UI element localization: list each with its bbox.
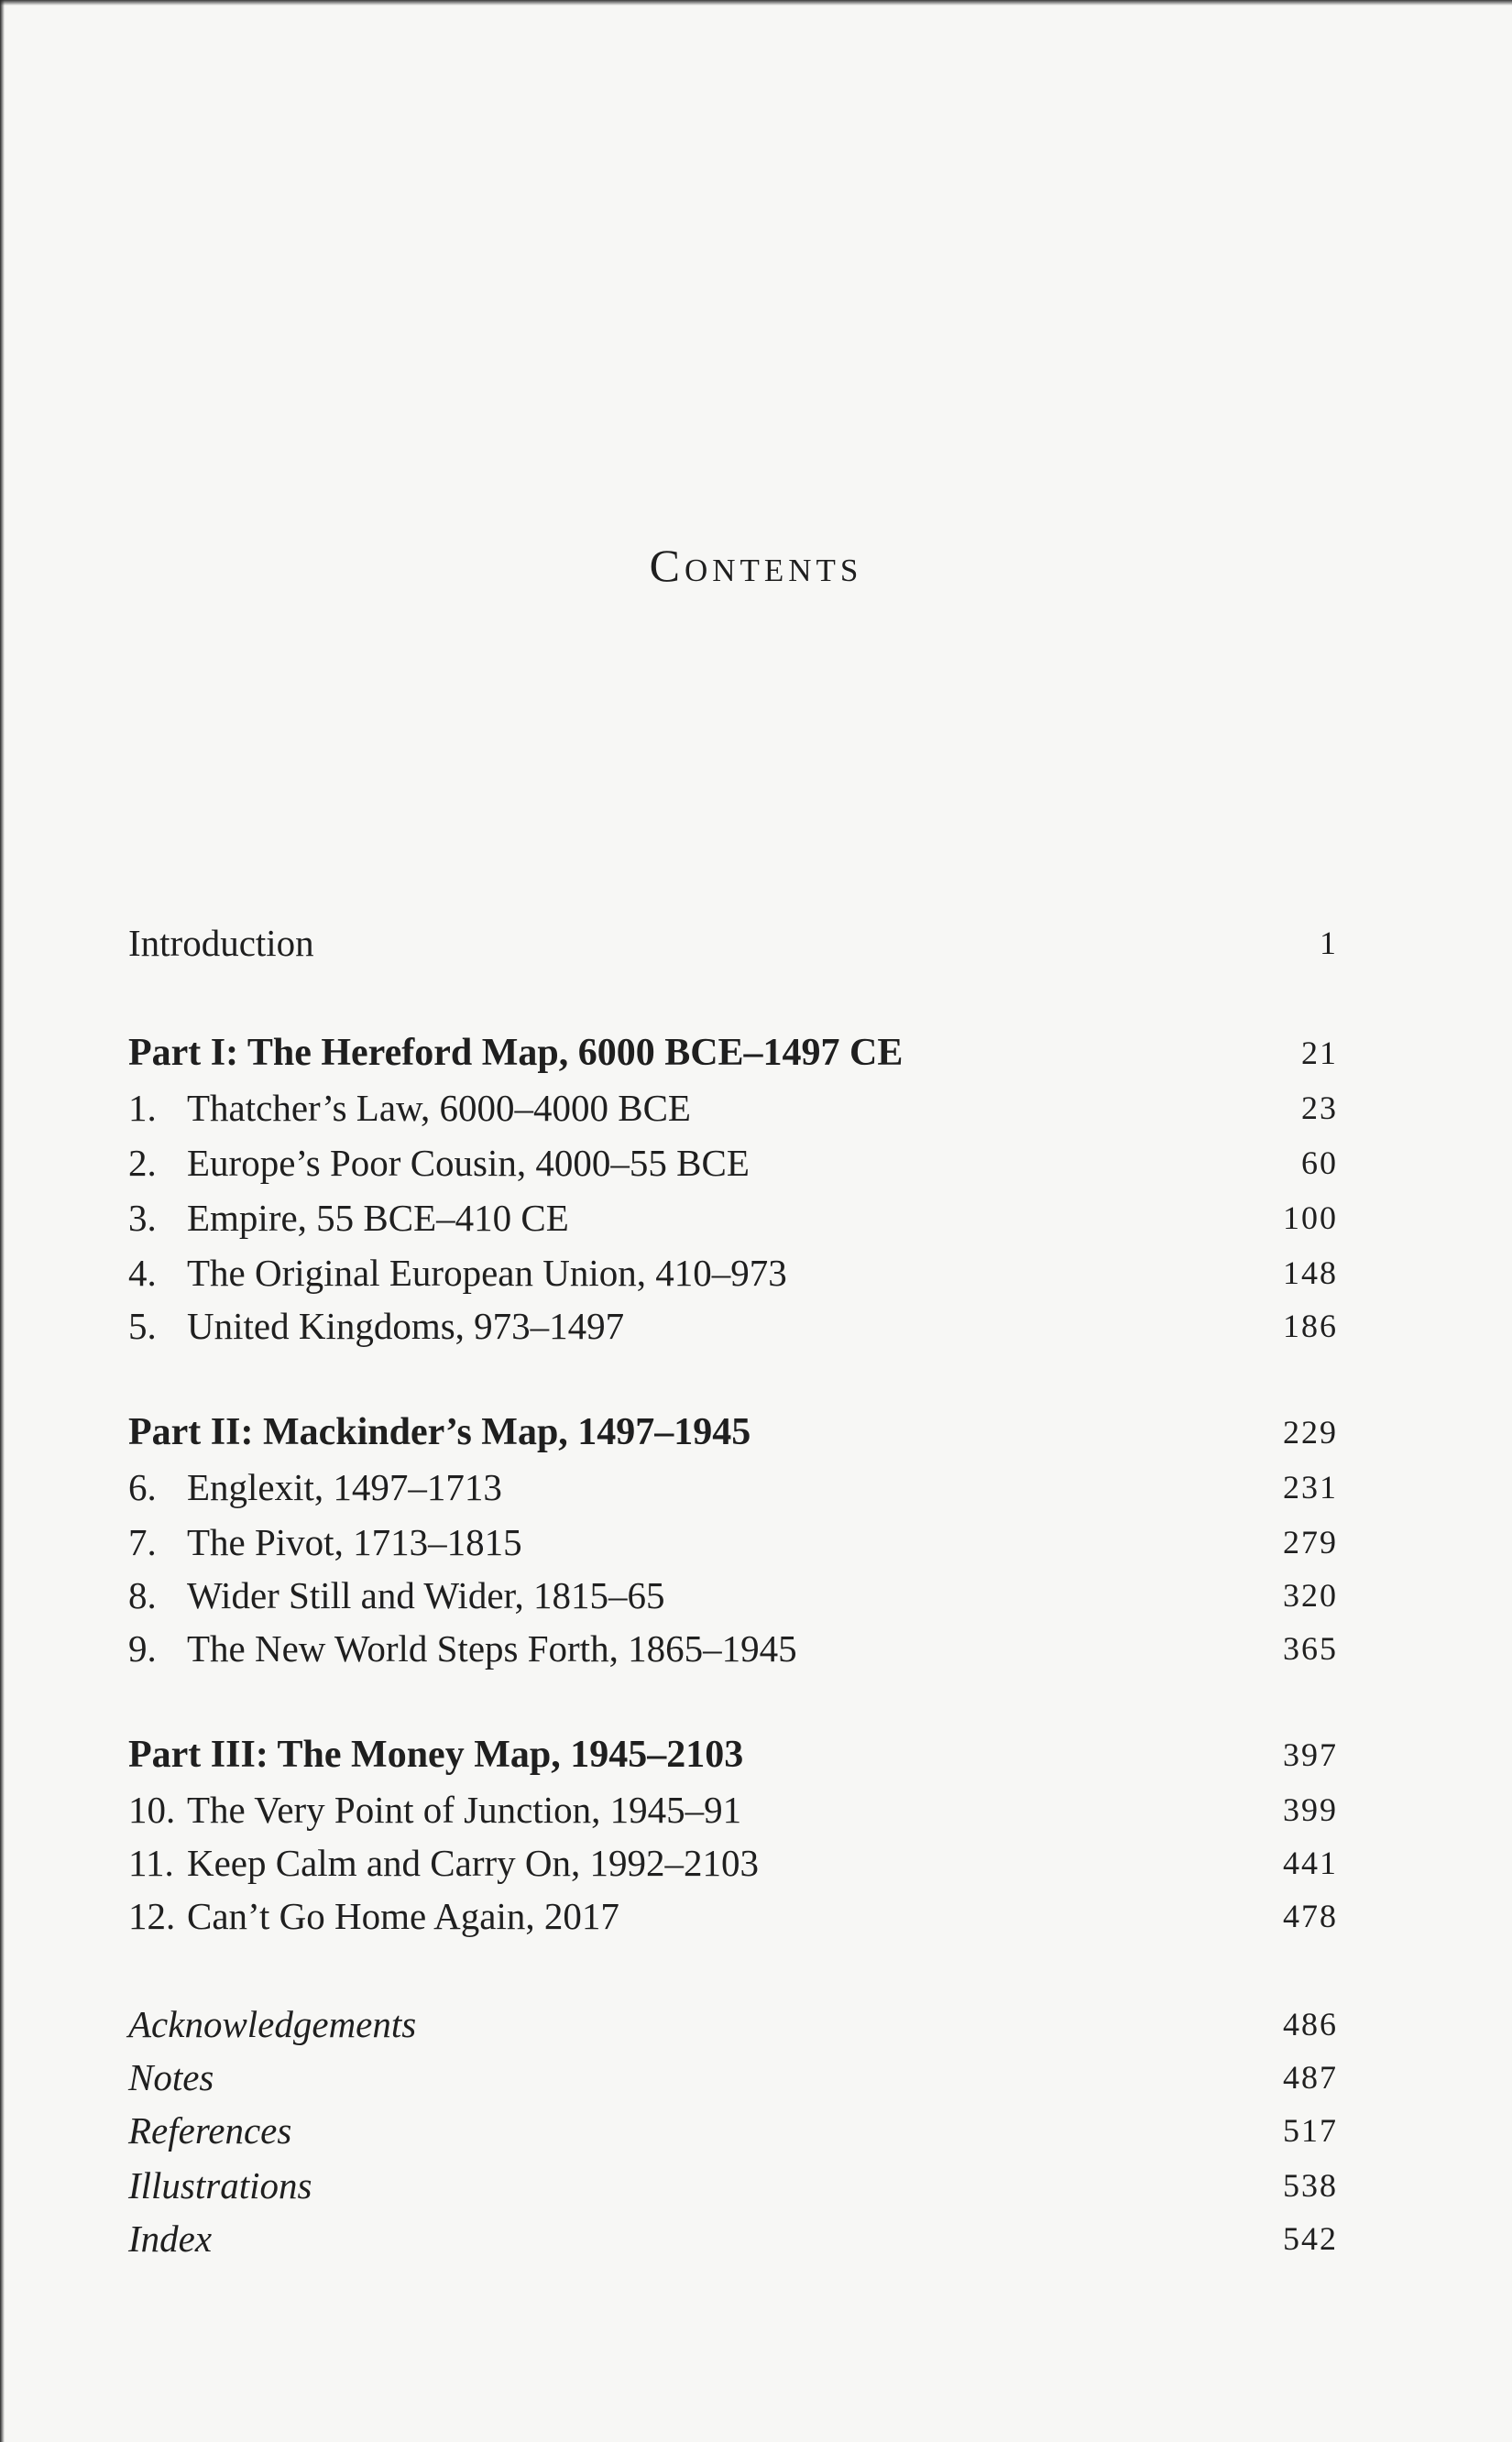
chapter-page: 148 (1283, 1254, 1338, 1291)
chapter-page: 441 (1283, 1845, 1338, 1881)
chapter-number: 2. (128, 1142, 157, 1184)
toc-backmatter-illustrations[interactable] (128, 2159, 1338, 2212)
toc-part-page: 229 (1283, 1414, 1338, 1451)
chapter-title: Englexit, 1497–1713 (187, 1466, 502, 1508)
toc-backmatter-notes[interactable] (128, 2051, 1338, 2104)
chapter-page: 60 (1301, 1144, 1338, 1181)
toc-chapter-2[interactable] (128, 1136, 1338, 1189)
chapter-number: 9. (128, 1627, 157, 1670)
chapter-title: Empire, 55 BCE–410 CE (187, 1197, 569, 1239)
toc-backmatter-acknowledgements[interactable] (128, 1998, 1338, 2051)
chapter-title: The Very Point of Junction, 1945–91 (187, 1789, 742, 1831)
toc-chapter-1[interactable] (128, 1081, 1338, 1134)
backmatter-page: 517 (1283, 2112, 1338, 2149)
chapter-title: The Original European Union, 410–973 (187, 1252, 787, 1294)
chapter-number: 8. (128, 1574, 157, 1616)
page-title: Contents (649, 540, 863, 591)
chapter-title: Can’t Go Home Again, 2017 (187, 1895, 619, 1937)
toc-part-3[interactable] (128, 1728, 1338, 1781)
chapter-title: Keep Calm and Carry On, 1992–2103 (187, 1842, 759, 1884)
chapter-page: 100 (1283, 1199, 1338, 1236)
toc-chapter-11[interactable] (128, 1836, 1338, 1889)
toc-part-title: Part II: Mackinder’s Map, 1497–1945 (128, 1411, 751, 1453)
toc-chapter-6[interactable] (128, 1461, 1338, 1514)
chapter-title: Thatcher’s Law, 6000–4000 BCE (187, 1087, 691, 1129)
toc-part-title: Part III: The Money Map, 1945–2103 (128, 1734, 744, 1776)
backmatter-page: 542 (1283, 2220, 1338, 2257)
toc-chapter-10[interactable] (128, 1783, 1338, 1836)
backmatter-page: 486 (1283, 2006, 1338, 2042)
backmatter-label: Illustrations (128, 2164, 312, 2207)
chapter-title: The New World Steps Forth, 1865–1945 (187, 1627, 797, 1670)
toc-chapter-4[interactable] (128, 1246, 1338, 1299)
chapter-number: 4. (128, 1252, 157, 1294)
toc-backmatter-index[interactable] (128, 2212, 1338, 2265)
chapter-number: 7. (128, 1521, 157, 1563)
toc-part-title: Part I: The Hereford Map, 6000 BCE–1497 CE (128, 1032, 904, 1074)
chapter-number: 12. (128, 1895, 176, 1937)
chapter-number: 10. (128, 1789, 176, 1831)
chapter-page: 231 (1283, 1469, 1338, 1506)
chapter-number: 11. (128, 1842, 174, 1884)
chapter-number: 5. (128, 1305, 157, 1347)
backmatter-label: Acknowledgements (128, 2003, 417, 2045)
toc-chapter-8[interactable] (128, 1569, 1338, 1622)
chapter-title: United Kingdoms, 973–1497 (187, 1305, 625, 1347)
chapter-number: 6. (128, 1466, 157, 1508)
backmatter-label: References (128, 2109, 292, 2152)
chapter-page: 186 (1283, 1308, 1338, 1344)
chapter-page: 365 (1283, 1630, 1338, 1667)
chapter-title: Europe’s Poor Cousin, 4000–55 BCE (187, 1142, 750, 1184)
toc-chapter-7[interactable] (128, 1516, 1338, 1569)
chapter-page: 320 (1283, 1577, 1338, 1614)
toc-entry-label: Introduction (128, 922, 314, 964)
backmatter-label: Index (128, 2218, 213, 2260)
toc-entry-page: 1 (1320, 925, 1338, 961)
chapter-page: 279 (1283, 1524, 1338, 1560)
toc-chapter-5[interactable] (128, 1299, 1338, 1352)
chapter-page: 399 (1283, 1791, 1338, 1828)
toc-part-page: 21 (1301, 1035, 1338, 1071)
chapter-number: 3. (128, 1197, 157, 1239)
toc-part-page: 397 (1283, 1736, 1338, 1773)
toc-chapter-12[interactable] (128, 1889, 1338, 1943)
toc-entry-introduction[interactable] (128, 916, 1338, 969)
toc-backmatter-references[interactable] (128, 2104, 1338, 2157)
toc-chapter-3[interactable] (128, 1191, 1338, 1244)
toc-chapter-9[interactable] (128, 1622, 1338, 1675)
backmatter-page: 487 (1283, 2059, 1338, 2096)
toc-part-2[interactable] (128, 1406, 1338, 1459)
chapter-page: 23 (1301, 1090, 1338, 1126)
chapter-page: 478 (1283, 1898, 1338, 1934)
backmatter-label: Notes (128, 2056, 214, 2098)
chapter-number: 1. (128, 1087, 157, 1129)
chapter-title: Wider Still and Wider, 1815–65 (187, 1574, 665, 1616)
toc-part-1[interactable] (128, 1026, 1338, 1079)
chapter-title: The Pivot, 1713–1815 (187, 1521, 522, 1563)
backmatter-page: 538 (1283, 2167, 1338, 2204)
